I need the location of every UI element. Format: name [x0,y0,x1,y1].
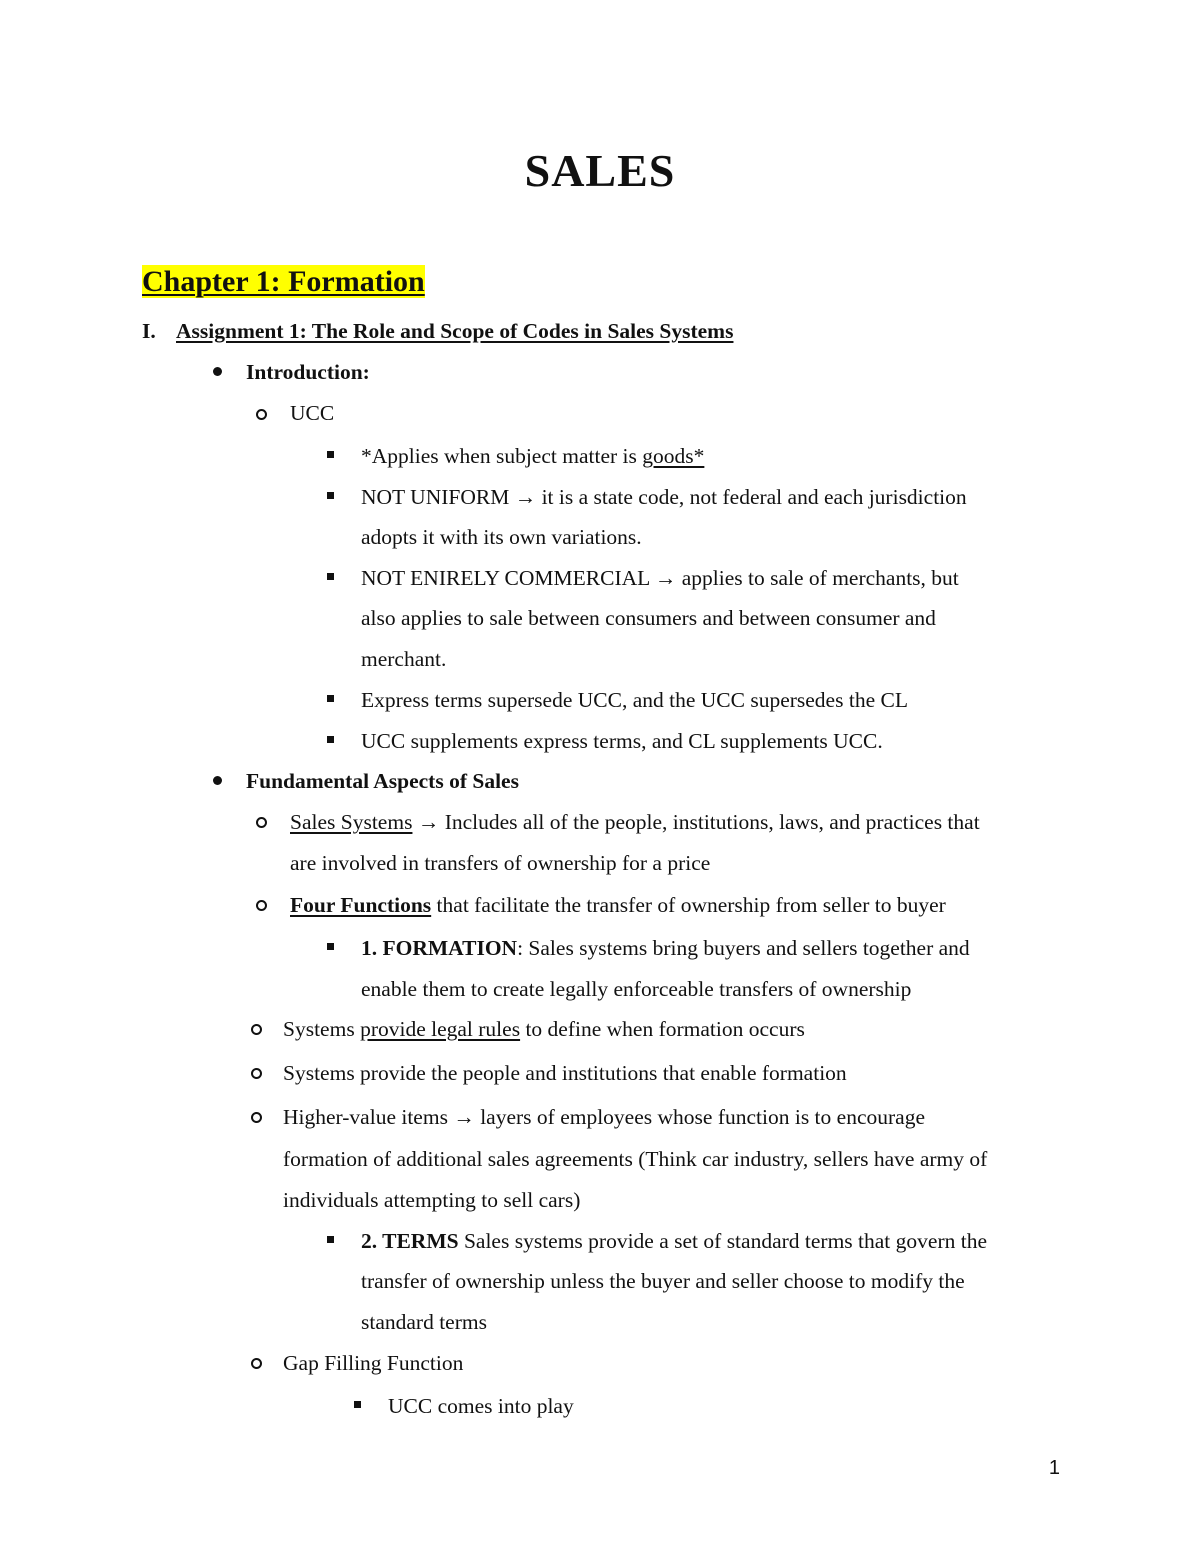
formation-line-1 [361,934,970,962]
intro-bullet-2-line-1: NOT UNIFORM → it is a state code, not federal and each jurisdiction [361,485,967,509]
chapter-heading-text: Chapter 1: Formation [142,265,425,298]
bullet-square-icon [327,943,334,950]
section-heading: Assignment 1: The Role and Scope of Codes in Sales Systems [176,319,734,343]
intro-bullet-3-line-3: merchant. [361,647,447,671]
intro-bullet-1-underlined: goods* [642,444,705,468]
systems-people-line: Systems provide the people and institutions that enable formation [283,1061,847,1085]
bullet-square-icon [354,1401,361,1408]
terms-line-3: standard terms [361,1310,487,1334]
gap-filling-bullet: UCC comes into play [388,1394,574,1418]
higher-value-line-2: formation of additional sales agreements (Think car industry, sellers have army of [283,1147,988,1171]
four-functions-term: Four Functions [290,893,432,917]
gap-filling-line: Gap Filling Function [283,1351,464,1375]
intro-bullet-1 [361,442,704,470]
four-functions-description: that facilitate the transfer of ownership from seller to buyer [431,893,946,917]
four-functions-line [290,891,946,919]
systems-rules-line [283,1015,805,1043]
intro-label: Introduction: [246,360,370,384]
intro-bullet-3-line-1: NOT ENIRELY COMMERCIAL → applies to sale of merchants, but [361,566,959,590]
systems-rules-prefix: Systems [283,1017,361,1041]
bullet-square-icon [327,1236,334,1243]
bullet-circle-icon [251,1024,262,1035]
bullet-circle-icon [251,1068,262,1079]
bullet-circle-icon [251,1358,262,1369]
fundamental-label: Fundamental Aspects of Sales [246,769,519,793]
bullet-circle-icon [251,1112,262,1123]
sales-systems-definition: → Includes all of the people, institutions, laws, and practices that [412,810,980,834]
bullet-square-icon [327,492,334,499]
terms-line-1 [361,1227,987,1255]
intro-bullet-1-text: *Applies when subject matter is [361,444,643,468]
bullet-square-icon [327,451,334,458]
page-number: 1 [1048,1457,1060,1479]
intro-bullet-4: Express terms supersede UCC, and the UCC supersedes the CL [361,688,908,712]
formation-description: : Sales systems bring buyers and sellers together and [517,936,970,960]
intro-bullet-5: UCC supplements express terms, and CL supplements UCC. [361,729,883,753]
higher-value-line-1: Higher-value items → layers of employees whose function is to encourage [283,1105,925,1129]
section-numeral: I. [142,319,156,343]
ucc-item: UCC [290,401,335,425]
sales-systems-line-1 [290,808,980,836]
bullet-circle-icon [256,817,267,828]
intro-bullet-2-line-2: adopts it with its own variations. [361,525,642,549]
sales-systems-line-2: are involved in transfers of ownership for a price [290,851,711,875]
formation-term: 1. FORMATION [361,936,518,960]
terms-description: Sales systems provide a set of standard terms that govern the [458,1229,987,1253]
systems-rules-suffix: to define when formation occurs [520,1017,805,1041]
document-title: SALES [524,145,676,196]
sales-systems-term: Sales Systems [290,810,413,834]
formation-line-2: enable them to create legally enforceable transfers of ownership [361,977,912,1001]
bullet-circle-icon [256,900,267,911]
bullet-square-icon [327,695,334,702]
bullet-square-icon [327,573,334,580]
terms-term: 2. TERMS [361,1229,459,1253]
bullet-square-icon [327,736,334,743]
chapter-heading [142,264,425,300]
terms-line-2: transfer of ownership unless the buyer and seller choose to modify the [361,1269,965,1293]
bullet-disc-icon [213,776,222,785]
bullet-disc-icon [213,367,222,376]
higher-value-line-3: individuals attempting to sell cars) [283,1188,581,1212]
bullet-circle-icon [256,409,267,420]
intro-bullet-3-line-2: also applies to sale between consumers and between consumer and [361,606,936,630]
systems-rules-underlined: provide legal rules [360,1017,521,1041]
